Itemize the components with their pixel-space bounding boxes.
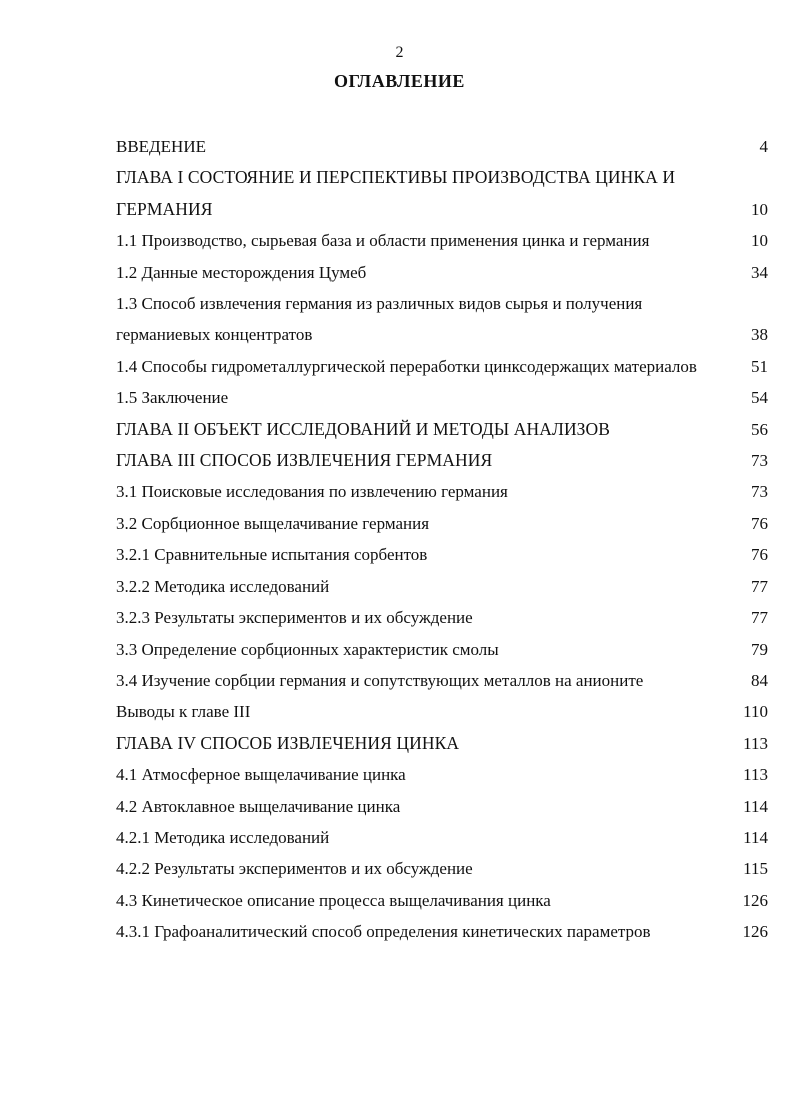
toc-entry-page: 113 — [743, 733, 768, 753]
toc-entry-4-2-2 — [116, 853, 768, 884]
toc-entry-text: 3.2 Сорбционное выщелачивание германия — [116, 513, 430, 533]
toc-entry-3-3 — [116, 634, 768, 665]
toc-entry-page: 79 — [751, 639, 768, 659]
toc-entry-text: 4.2.1 Методика исследований — [116, 827, 330, 847]
toc-entry-page: 84 — [751, 670, 768, 690]
toc-entry-text: 1.1 Производство, сырьевая база и области применения цинка и германия — [116, 231, 650, 251]
toc-entry-text: 4.2.2 Результаты экспериментов и их обсуждение — [116, 859, 473, 879]
toc-entry-chapter-3-conclusions — [116, 696, 768, 727]
toc-entry-page: 38 — [751, 325, 768, 345]
toc-entry-page: 76 — [751, 513, 768, 533]
toc-entry-text: 1.3 Способ извлечения германия из различных видов сырья и получения германиевых концентратов — [116, 294, 643, 345]
toc-entry-1-1 — [116, 225, 768, 256]
toc-entry-page: 126 — [742, 890, 768, 910]
toc-entry-4-2-1 — [116, 822, 768, 853]
toc-entry-page: 34 — [751, 262, 768, 282]
toc-entry-3-2 — [116, 508, 768, 539]
toc-entry-page: 73 — [751, 451, 768, 471]
toc-entry-chapter-2 — [116, 414, 768, 445]
toc-entry-page: 56 — [751, 419, 768, 439]
toc-entry-1-5 — [116, 382, 768, 413]
toc-entry-3-1 — [116, 476, 768, 507]
toc-entry-text: ГЛАВА IV СПОСОБ ИЗВЛЕЧЕНИЯ ЦИНКА — [116, 732, 460, 753]
page-title: ОГЛАВЛЕНИЕ — [334, 71, 465, 91]
toc-entry-4-3 — [116, 885, 768, 916]
toc-entry-4-2 — [116, 791, 768, 822]
toc-entry-text: ГЛАВА III СПОСОБ ИЗВЛЕЧЕНИЯ ГЕРМАНИЯ — [116, 450, 493, 471]
toc-entry-4-1 — [116, 759, 768, 790]
toc-entry-chapter-1 — [116, 162, 768, 225]
toc-entry-chapter-4 — [116, 728, 768, 759]
toc-entry-text: 4.3.1 Графоаналитический способ определения кинетических параметров — [116, 922, 651, 942]
toc-entry-page: 126 — [742, 922, 768, 942]
toc-entry-text: 1.5 Заключение — [116, 388, 229, 408]
toc-entry-chapter-3 — [116, 445, 768, 476]
toc-entry-page: 10 — [751, 199, 768, 219]
toc-entry-4-3-1 — [116, 916, 768, 947]
toc-entry-page: 54 — [751, 388, 768, 408]
toc-entry-text: 3.2.3 Результаты экспериментов и их обсуждение — [116, 608, 473, 628]
toc-entry-page: 113 — [743, 765, 768, 785]
toc-entry-text: 3.1 Поисковые исследования по извлечению германия — [116, 482, 508, 502]
toc-entry-1-4 — [116, 351, 768, 382]
toc-entry-page: 10 — [751, 231, 768, 251]
toc-entry-page: 76 — [751, 545, 768, 565]
toc-entry-3-2-3 — [116, 602, 768, 633]
toc-entry-text: 3.2.1 Сравнительные испытания сорбентов — [116, 545, 428, 565]
toc-entry-text: 4.2 Автоклавное выщелачивание цинка — [116, 796, 401, 816]
toc-entry-1-2 — [116, 257, 768, 288]
page-number: 2 — [395, 44, 404, 61]
toc-entry-page: 110 — [743, 702, 768, 722]
toc-entry-text: ГЛАВА II ОБЪЕКТ ИССЛЕДОВАНИЙ И МЕТОДЫ АНАЛИЗОВ — [116, 418, 611, 439]
toc-entry-text: ВВЕДЕНИЕ — [116, 137, 206, 156]
toc-entry-text: 3.4 Изучение сорбции германия и сопутствующих металлов на анионите — [116, 670, 644, 690]
toc-entry-3-4 — [116, 665, 768, 696]
toc-entry-page: 114 — [743, 827, 768, 847]
toc-entry-3-2-1 — [116, 539, 768, 570]
toc-entry-text: 1.2 Данные месторождения Цумеб — [116, 262, 367, 282]
toc-entry-page: 115 — [743, 859, 768, 879]
toc-entry-text: 4.1 Атмосферное выщелачивание цинка — [116, 765, 406, 785]
toc-entry-text: 3.3 Определение сорбционных характеристик смолы — [116, 639, 499, 659]
toc-entry-text: 4.3 Кинетическое описание процесса выщелачивания цинка — [116, 890, 551, 910]
toc-entry-page: 77 — [751, 608, 768, 628]
toc-entry-text: Выводы к главе III — [116, 702, 251, 722]
toc-entry-page: 73 — [751, 482, 768, 502]
toc-entry-text: 3.2.2 Методика исследований — [116, 576, 330, 596]
toc-entry-page: 114 — [743, 796, 768, 816]
toc-entry-page: 4 — [759, 137, 768, 156]
toc-entry-1-3 — [116, 288, 768, 351]
toc-entry-3-2-2 — [116, 571, 768, 602]
table-of-contents — [116, 131, 768, 948]
toc-entry-page: 77 — [751, 576, 768, 596]
toc-entry-text: ГЛАВА I СОСТОЯНИЕ И ПЕРСПЕКТИВЫ ПРОИЗВОДСТВА ЦИНКА И ГЕРМАНИЯ — [116, 167, 676, 219]
toc-entry-introduction — [116, 131, 768, 162]
toc-entry-text: 1.4 Способы гидрометаллургической переработки цинксодержащих материалов — [116, 356, 697, 376]
toc-entry-page: 51 — [751, 356, 768, 376]
